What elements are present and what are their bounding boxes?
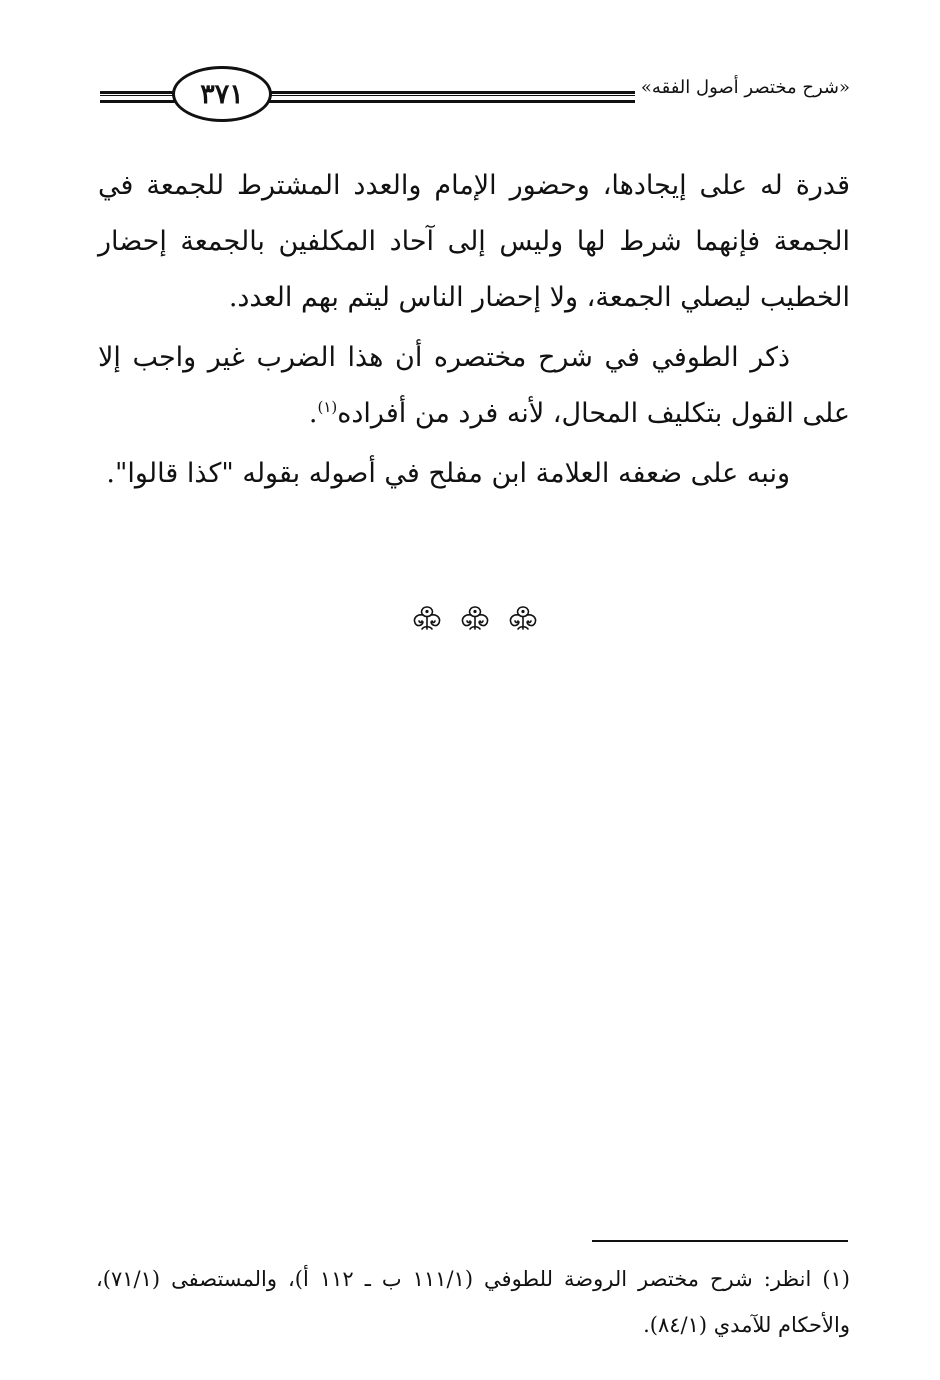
footnotes [96, 1256, 850, 1348]
paragraph-2-period: . [308, 398, 318, 429]
section-separator-ornament [410, 600, 540, 636]
page-number-badge [172, 66, 272, 122]
paragraph-2 [98, 330, 850, 442]
main-text [98, 158, 850, 502]
footnote-1: (١) انظر: شرح مختصر الروضة للطوفي (١١١/١ ب ـ ١١٢ أ)، والمستصفى (٧١/١)، والأحكام للآمدي (٨٤/١). [96, 1267, 850, 1337]
page-header [100, 60, 850, 130]
page-number: ٣٧١ [200, 78, 244, 110]
paragraph-1: قدرة له على إيجادها، وحضور الإمام والعدد المشترط للجمعة في الجمعة فإنهما شرط لها وليس إلى آحاد المكلفين بالجمعة إحضار الخطيب ليصلي الجمعة، ولا إحضار الناس ليتم بهم العدد. [98, 170, 850, 313]
fleuron-icon [506, 603, 540, 633]
paragraph-3: ونبه على ضعفه العلامة ابن مفلح في أصوله بقوله "كذا قالوا". [106, 458, 790, 489]
footnote-reference-1[interactable]: (١) [317, 398, 338, 416]
fleuron-icon [410, 603, 444, 633]
running-title: «شرح مختصر أصول الفقه» [640, 77, 850, 98]
paragraph-2-text: ذكر الطوفي في شرح مختصره أن هذا الضرب غير واجب إلا على القول بتكليف المحال، لأنه فرد من أفراده [98, 342, 850, 429]
fleuron-icon [458, 603, 492, 633]
footnote-separator-rule [592, 1240, 848, 1242]
